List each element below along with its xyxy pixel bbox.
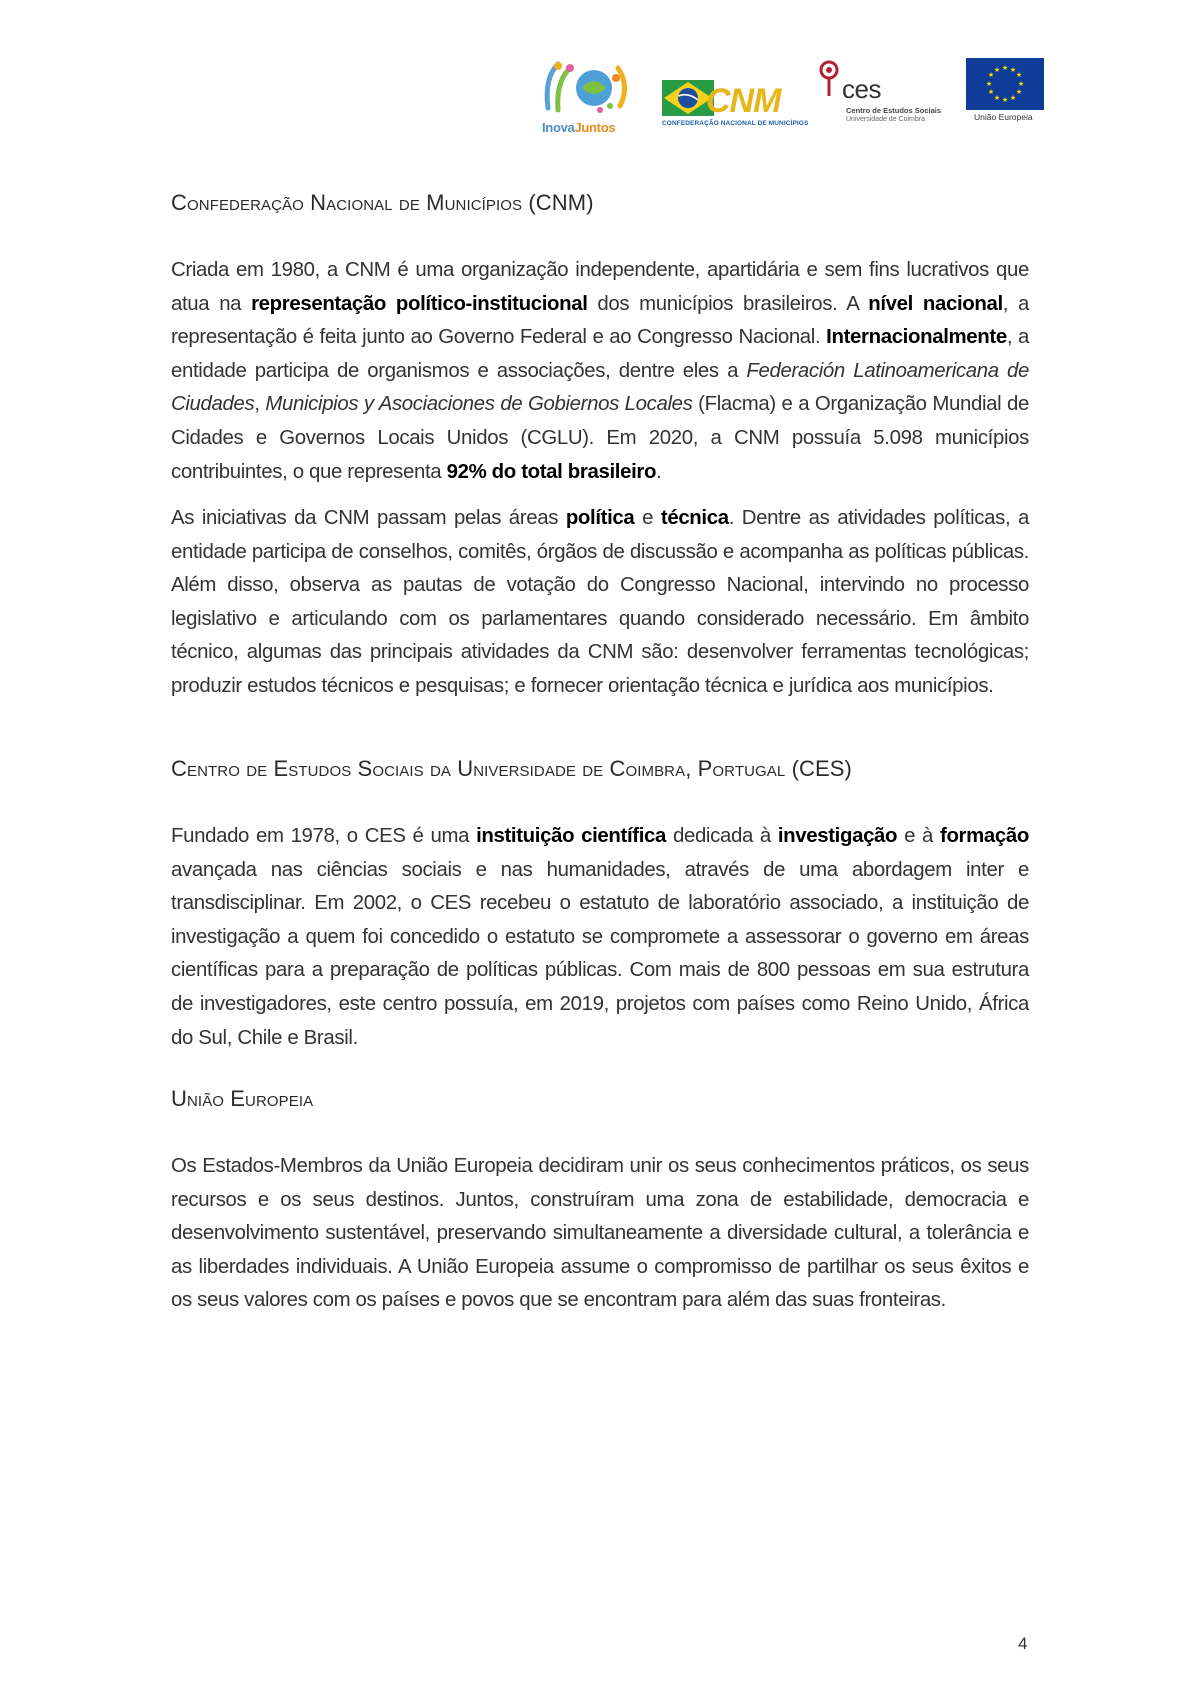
- eu-flag-icon: [966, 58, 1044, 110]
- ces-subtitle-line1: Centro de Estudos Sociais: [846, 106, 942, 115]
- svg-text:★: ★: [1017, 80, 1025, 88]
- section-heading-cnm: Confederação Nacional de Municípios (CNM): [171, 190, 594, 215]
- svg-text:★: ★: [1015, 88, 1023, 96]
- paragraph-cnm-2: As iniciativas da CNM passam pelas áreas política e técnica. Dentre as atividades políticas, a entidade participa de conselhos, comitês, órgãos de discussão e acompanha as políticas públicas. Além disso, observa as pautas de votação do Congresso Nacional, intervindo no processo legislativo e articulando com os parlamentares quando considerado necessário. Em âmbito técnico, algumas das principais atividades da CNM são: desenvolver ferramentas tecnológicas; produzir estudos técnicos e pesquisas; e fornecer orientação técnica e jurídica aos municípios.: [171, 507, 1029, 697]
- page-number: 4: [1018, 1634, 1028, 1653]
- section-heading-eu: União Europeia: [171, 1086, 314, 1111]
- paragraph-cnm-1: Criada em 1980, a CNM é uma organização independente, apartidária e sem fins lucrativos que atua na representação político-institucional dos municípios brasileiros. A nível nacional, a representação é feita junto ao Governo Federal e ao Congresso Nacional. Internacionalmente, a entidade participa de organismos e associações, dentre eles a Federación Latinoamericana de Ciudades, Municipios y Asociaciones de Gobiernos Locales (Flacma) e a Organização Mundial de Cidades e Governos Locais Unidos (CGLU). Em 2020, a CNM possuía 5.098 municípios contribuintes, o que representa 92% do total brasileiro.: [171, 259, 1030, 483]
- paragraph-ces-1: Fundado em 1978, o CES é uma instituição científica dedicada à investigação e à formação avançada nas ciências sociais e nas humanidades, através de uma abordagem inter e transdisciplinar. Em 2002, o CES recebeu o estatuto de laboratório associado, a instituição de investigação a quem foi concedido o estatuto se compromete a assessorar o governo em áreas científicas para a preparação de políticas públicas. Com mais de 800 pessoas em sua estrutura de investigadores, este centro possuía, em 2019, projetos com países como Reino Unido, África do Sul, Chile e Brasil.: [171, 825, 1029, 1049]
- svg-text:★: ★: [1001, 64, 1009, 72]
- eu-label: União Europeia: [974, 112, 1033, 122]
- ces-wordmark: ces: [842, 74, 881, 104]
- svg-text:★: ★: [987, 71, 995, 79]
- svg-text:★: ★: [993, 94, 1001, 102]
- cnm-wordmark: CNM: [706, 82, 781, 120]
- cnm-logo: [662, 68, 809, 140]
- inova-juntos-logo: [538, 58, 634, 138]
- inova-juntos-wordmark: InovaJuntos: [542, 120, 616, 135]
- section-heading-ces: Centro de Estudos Sociais da Universidade de Coimbra, Portugal (CES): [171, 756, 852, 781]
- ces-subtitle-line2: Universidade de Coimbra: [846, 116, 925, 123]
- svg-text:★: ★: [1009, 66, 1017, 74]
- svg-text:★: ★: [985, 80, 993, 88]
- svg-text:★: ★: [987, 88, 995, 96]
- eu-logo: [966, 58, 1044, 124]
- svg-text:★: ★: [1015, 71, 1023, 79]
- inova-juntos-emblem-icon: [538, 58, 634, 120]
- paragraph-eu-1: Os Estados-Membros da União Europeia decidiram unir os seus conhecimentos práticos, os seus recursos e os seus destinos. Juntos, construíram uma zona de estabilidade, democracia e desenvolvimento sustentável, preservando simultaneamente a diversidade cultural, a tolerância e as liberdades individuais. A União Europeia assume o compromisso de partilhar os seus êxitos e os seus valores com os países e povos que se encontram para além das suas fronteiras.: [171, 1155, 1029, 1312]
- svg-text:★: ★: [993, 66, 1001, 74]
- header-logos: [538, 58, 1044, 142]
- svg-text:★: ★: [1001, 96, 1009, 104]
- cnm-subtitle: CONFEDERAÇÃO NACIONAL DE MUNICÍPIOS: [662, 120, 809, 127]
- svg-text:★: ★: [1009, 94, 1017, 102]
- ces-logo: [818, 60, 942, 132]
